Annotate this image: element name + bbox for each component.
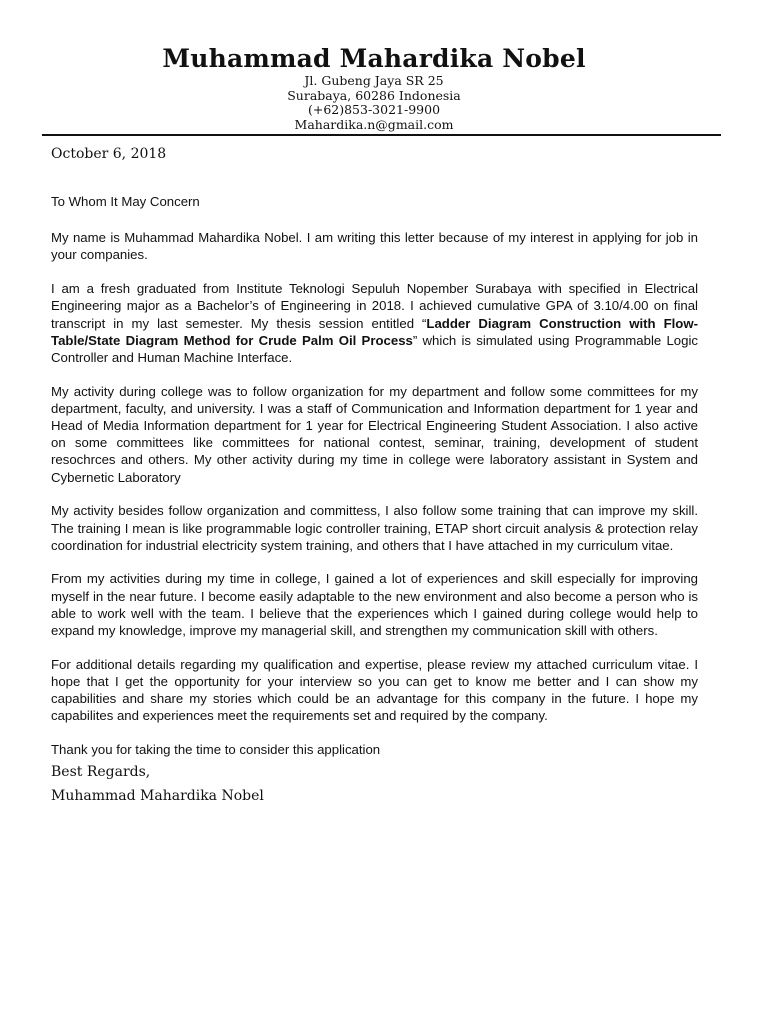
phone-number: (+62)853-3021-9900 xyxy=(307,102,441,117)
paragraph-experience: From my activities during my time in college, I gained a lot of experiences and skill especially for improving myself in the near future. I become easily adaptable to the new environment and also become a person who is able to work well with the team. I believe that the experiences which I gained during college would help to expand my knowledge, improve my managerial skill, and strengthen my communication skill with others. xyxy=(51,571,698,639)
education-text-end: ” which is simulated using Programmable Logic Controller and Human Machine Interface. xyxy=(51,332,699,365)
signature-name: Muhammad Mahardika Nobel xyxy=(51,788,264,804)
paragraph-training: My activity besides follow organization and committess, I also follow some training that can improve my skill. The training I mean is like programmable logic controller training, ETAP short circuit analysis & protection relay coordination for industrial electricity system training, and others that I have attached in my curriculum vitae. xyxy=(51,503,698,553)
education-text: I am a fresh graduated from Institute Teknologi Sepuluh Nopember Surabaya with specified in Electrical Engineering major as a Bachelor’s of Engineering in 2018. I achieved cumulative GPA of 3.10/4.00 on final transcript in my last semester. My thesis session entitled “ xyxy=(51,281,698,331)
thesis-title: Ladder Diagram Construction with Flow-Table/State Diagram Method for Crude Palm Oil Process xyxy=(51,315,698,348)
header-divider xyxy=(42,134,721,136)
paragraph-education xyxy=(51,280,698,366)
paragraph-activities: My activity during college was to follow organization for my department and follow some committees for my department, faculty, and university. I was a staff of Communication and Information department for 1 year and Head of Media Information department for 1 year for Electrical Engineering Student Association. I also active on some committees like committees for national contest, seminar, training, development of student resochrces and others. My other activity during my time in college were laboratory assistant in System and Cybernetic Laboratory xyxy=(51,383,698,485)
address-line-2: Surabaya, 60286 Indonesia xyxy=(287,87,461,103)
letter-body xyxy=(51,193,698,775)
paragraph-thanks: Thank you for taking the time to consider this application xyxy=(51,742,381,758)
letterhead xyxy=(0,44,748,132)
closing-phrase: Best Regards, xyxy=(51,764,151,780)
sender-name: Muhammad Mahardika Nobel xyxy=(162,44,586,73)
paragraph-intro: My name is Muhammad Mahardika Nobel. I am writing this letter because of my interest in applying for job in your companies. xyxy=(51,230,698,263)
closing-block xyxy=(51,760,264,808)
address-line-1: Jl. Gubeng Jaya SR 25 xyxy=(304,73,444,88)
email-address: Mahardika.n@gmail.com xyxy=(294,116,454,132)
salutation: To Whom It May Concern xyxy=(51,194,200,209)
paragraph-additional: For additional details regarding my qualification and expertise, please review my attached curriculum vitae. I hope that I get the opportunity for your interview so you can get to know me better and I can show my capabilities and share my stories which could be an advantage for this company in the future. I hope my capabilites and experiences meet the requirements set and required by the company. xyxy=(51,656,698,724)
letter-date: October 6, 2018 xyxy=(51,146,167,162)
